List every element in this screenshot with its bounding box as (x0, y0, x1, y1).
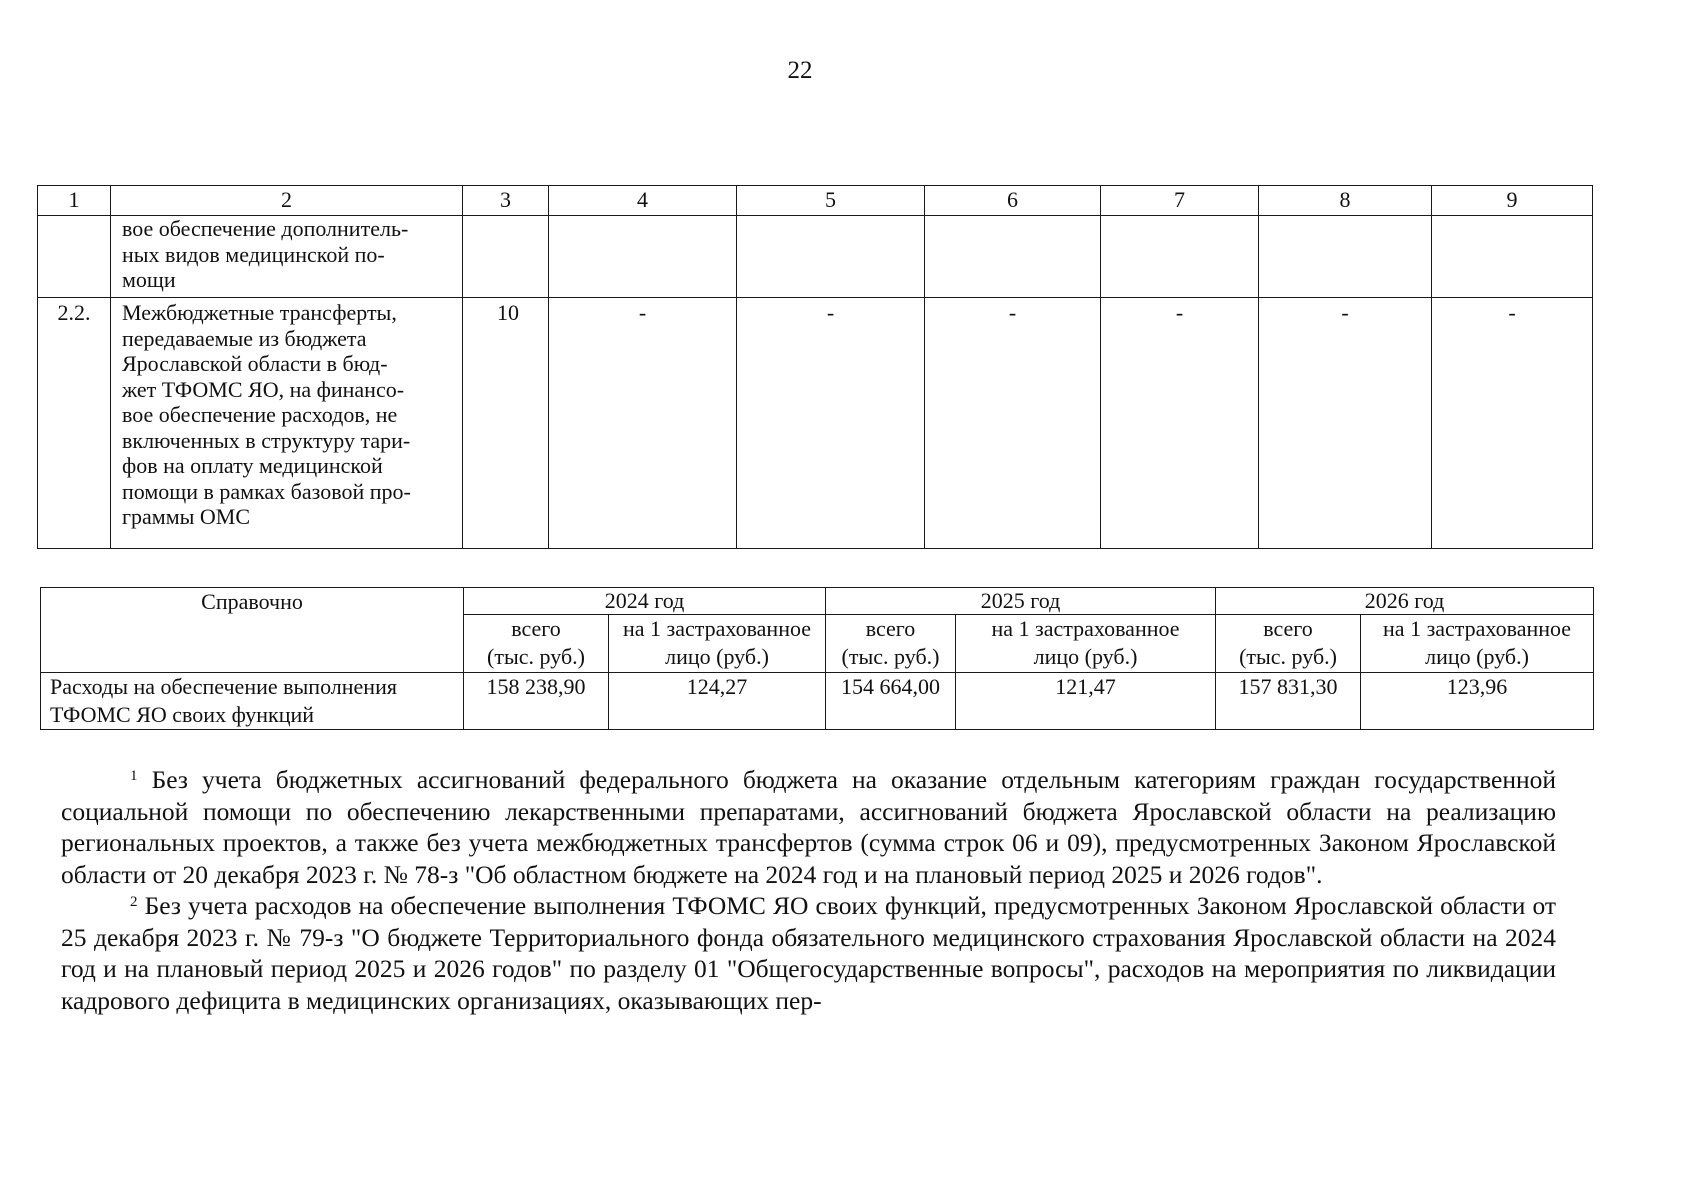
column-number: 9 (1432, 186, 1593, 216)
year-header-row (41, 588, 1594, 615)
table-row (41, 673, 1594, 730)
per-person-subheader (1361, 615, 1594, 673)
column-number: 4 (549, 186, 737, 216)
reference-label-cell: Справочно (41, 588, 464, 673)
footnote (61, 890, 1556, 1016)
column-number: 7 (1101, 186, 1259, 216)
column-number: 1 (38, 186, 111, 216)
text-line: включенных в структуру тари- (122, 427, 411, 453)
text-line: вое обеспечение дополнитель- (122, 216, 409, 241)
column-number: 3 (463, 186, 549, 216)
year-header: 2025 год (826, 588, 1216, 615)
text-line: вое обеспечение расходов, не (122, 402, 398, 427)
value-cell: - (1432, 298, 1593, 549)
row-number-cell (38, 216, 111, 298)
text-line: ных видов медицинской по- (122, 241, 385, 267)
value-cell: 158 238,90 (464, 673, 609, 730)
value-cell: - (549, 298, 737, 549)
text-line: фов на оплату медицинской (122, 453, 383, 478)
text-line: на 1 застрахованное (991, 616, 1180, 641)
text-line: лицо (руб.) (1425, 644, 1529, 669)
text-line: всего (865, 616, 916, 641)
per-person-subheader (956, 615, 1216, 673)
text-line: мощи (122, 267, 176, 292)
text-line: передаваемые из бюджета (122, 325, 367, 351)
row-label-cell (41, 673, 464, 730)
text-line: граммы ОМС (122, 504, 251, 529)
value-cell: 157 831,30 (1216, 673, 1361, 730)
table-row (38, 216, 1593, 298)
value-cell (1432, 216, 1593, 298)
value-cell (1259, 216, 1432, 298)
value-cell: - (737, 298, 925, 549)
text-line: помощи в рамках базовой про- (122, 478, 411, 504)
text-line: (тыс. руб.) (1239, 644, 1337, 669)
value-cell (737, 216, 925, 298)
total-subheader (464, 615, 609, 673)
text-line: на 1 застрахованное (623, 616, 812, 641)
footnote-text: Без учета бюджетных ассигнований федерального бюджета на оказание отдельным категориям граждан государственной социальной помощи по обеспечению лекарственными препаратами, ассигнований бюджета Ярославской области на реализацию региональных проектов, а также без учета межбюджетных трансфертов (сумма строк 06 и 09), предусмотренных Законом Ярославской области от 20 декабря 2023 г. № 78-з "Об областном бюджете на 2024 год и на плановый период 2025 и 2026 годов". (61, 765, 1557, 889)
text-line: всего (1263, 616, 1313, 641)
text-line: всего (511, 616, 561, 641)
text-line: (тыс. руб.) (487, 644, 585, 669)
text-line: (тыс. руб.) (841, 644, 940, 669)
value-cell: - (1259, 298, 1432, 549)
year-header: 2024 год (464, 588, 826, 615)
page-number: 22 (787, 57, 813, 84)
text-line: ТФОМС ЯО своих функций (50, 702, 315, 727)
column-number: 6 (925, 186, 1101, 216)
row-code-cell (463, 216, 549, 298)
column-number: 2 (111, 186, 463, 216)
footnote-mark: 1 (130, 768, 138, 784)
row-description (111, 298, 463, 549)
value-cell: 154 664,00 (826, 673, 956, 730)
footnote (61, 764, 1556, 890)
text-line: Расходы на обеспечение выполнения (50, 674, 397, 699)
text-line: на 1 застрахованное (1383, 616, 1572, 641)
value-cell: 121,47 (956, 673, 1216, 730)
text-line: жет ТФОМС ЯО, на финансо- (122, 376, 405, 402)
year-header: 2026 год (1216, 588, 1594, 615)
footnote-text: Без учета расходов на обеспечение выполнения ТФОМС ЯО своих функций, предусмотренных Законом Ярославской области от 25 декабря 2023 г. № 79-з "О бюджете Территориального фонда обязательного медицинского страхования Ярославской области на 2024 год и на плановый период 2025 и 2026 годов" по разделу 01 "Общегосударственные вопросы", расходов на мероприятия по ликвидации кадрового дефицита в медицинских организациях, оказывающих пер- (61, 891, 1557, 1015)
text-line: Межбюджетные трансферты, (122, 300, 397, 325)
column-number-row (38, 186, 1593, 216)
column-number: 8 (1259, 186, 1432, 216)
row-description (111, 216, 463, 298)
total-subheader (1216, 615, 1361, 673)
row-code-cell: 10 (463, 298, 549, 549)
value-cell (549, 216, 737, 298)
value-cell (925, 216, 1101, 298)
text-line: лицо (руб.) (1033, 644, 1138, 669)
text-line: лицо (руб.) (665, 644, 769, 669)
per-person-subheader (609, 615, 826, 673)
footnote-mark: 2 (130, 894, 138, 910)
value-cell: - (1101, 298, 1259, 549)
value-cell (1101, 216, 1259, 298)
text-line: Ярославской области в бюд- (122, 351, 388, 376)
value-cell: - (925, 298, 1101, 549)
total-subheader (826, 615, 956, 673)
value-cell: 124,27 (609, 673, 826, 730)
footnotes (61, 764, 1556, 1016)
column-number: 5 (737, 186, 925, 216)
table-row (38, 298, 1593, 549)
main-table (37, 185, 1593, 549)
reference-table (40, 587, 1594, 730)
value-cell: 123,96 (1361, 673, 1594, 730)
row-number-cell: 2.2. (38, 298, 111, 549)
